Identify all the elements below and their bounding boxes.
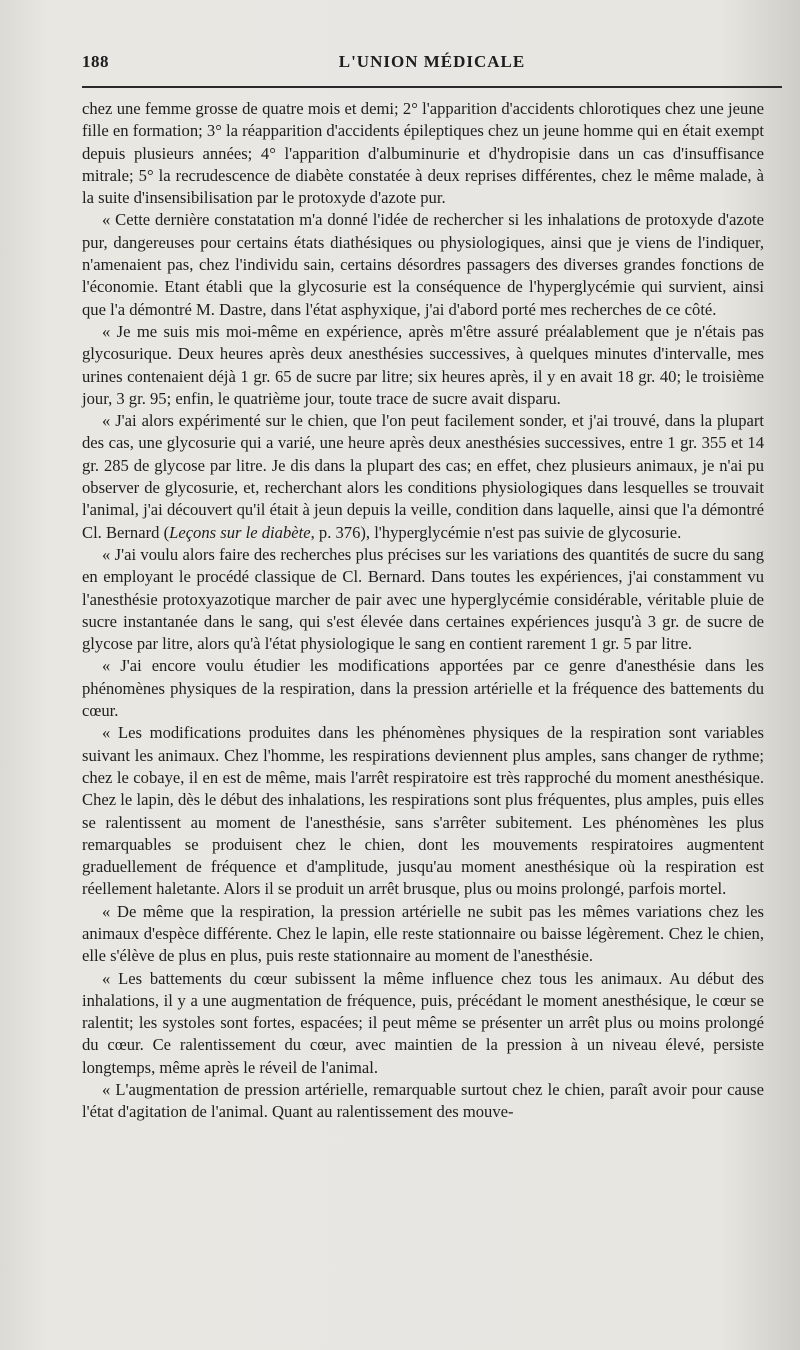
paragraph: « Les modifications produites dans les phénomènes physiques de la respiration sont variables suivant les animaux. Chez l'homme, les respirations deviennent plus amples, sans changer de rythme; chez le cobaye, il en est de même, mais l'arrêt respiratoire est très rapproché du moment anesthésique. Chez le lapin, dès le début des inhalations, les respirations sont plus fréquentes, plus amples, puis elles se ralentissent au moment de l'anesthésie, sans s'arrêter subitement. Les phénomènes les plus remarquables se produisent chez le chien, dont les mouvements respiratoires augmentent graduellement de fréquence et d'amplitude, jusqu'au moment anesthésique où la respiration est réellement haletante. Alors il se produit un arrêt brusque, plus ou moins prolongé, parfois mortel. — [82, 723, 764, 899]
paragraph: chez une femme grosse de quatre mois et demi; 2° l'apparition d'accidents chlorotiques chez une jeune fille en formation; 3° la réapparition d'accidents épileptiques chez un jeune homme qui en était exempt depuis plusieurs années; 4° l'apparition d'albuminurie et d'hydropisie dans un cas d'insuffisance mitrale; 5° la recrudescence de diabète constatée à deux reprises différentes, chez le même malade, à la suite d'insensibilisation par le protoxyde d'azote pur. — [82, 99, 764, 208]
paragraph — [82, 410, 764, 544]
paragraph: « Cette dernière constatation m'a donné l'idée de rechercher si les inhalations de protoxyde d'azote pur, dangereuses pour certains états diathésiques ou physiologiques, ainsi que je viens de l'indiquer, n'amenaient pas, chez l'individu sain, certains désordres passagers des diverses grandes fonctions de l'économie. Etant établi que la glycosurie est la conséquence de l'hyperglycémie qui survient, ainsi que l'a démontré M. Dastre, dans l'état asphyxique, j'ai d'abord porté mes recherches de ce côté. — [82, 210, 764, 319]
running-header — [82, 50, 782, 80]
paragraph: « Les battements du cœur subissent la même influence chez tous les animaux. Au début des inhalations, il y a une augmentation de fréquence, puis, précédant le moment anesthésique, le cœur se ralentit; les systoles sont fortes, espacées; il peut même se présenter un arrêt plus ou moins prolongé du cœur. Ce ralentissement du cœur, avec maintien de la pression à un niveau élevé, persiste longtemps, même après le réveil de l'animal. — [82, 968, 764, 1077]
paragraph-text: , p. 376), l'hyperglycémie n'est pas suivie de glycosurie. — [310, 522, 682, 542]
page-number: 188 — [82, 52, 109, 71]
paragraph: « J'ai encore voulu étudier les modifications apportées par ce genre d'anesthésie dans les phénomènes physiques de la respiration, dans la pression artérielle et la fréquence des battements du cœur. — [82, 656, 764, 721]
article-body — [82, 98, 764, 1124]
paragraph: « L'augmentation de pression artérielle, remarquable surtout chez le chien, paraît avoir pour cause l'état d'agitation de l'animal. Quant au ralentissement des mouve- — [82, 1080, 764, 1122]
paragraph: « De même que la respiration, la pression artérielle ne subit pas les mêmes variations chez les animaux d'espèce différente. Chez le lapin, elle reste stationnaire ou baisse légèrement. Chez le chien, elle s'élève de plus en plus, puis reste stationnaire au moment de l'anesthésie. — [82, 901, 764, 966]
paragraph: « Je me suis mis moi-même en expérience, après m'être assuré préalablement que je n'étais pas glycosurique. Deux heures après deux anesthésies successives, à quelques minutes d'intervalle, mes urines contenaient déjà 1 gr. 65 de sucre par litre; six heures après, il y en avait 18 gr. 40; le troisième jour, 3 gr. 95; enfin, le quatrième jour, toute trace de sucre avait disparu. — [82, 321, 764, 408]
journal-title: L'UNION MÉDICALE — [338, 52, 526, 71]
header-rule — [82, 86, 782, 88]
paragraph-text: « J'ai alors expérimenté sur le chien, que l'on peut facilement sonder, et j'ai trouvé, dans la plupart des cas, une glycosurie qui a varié, une heure après deux anesthésies successives, entre 1 gr. 355 et 14 gr. 285 de glycose par litre. Je dis dans la plupart des cas; en effet, chez plusieurs animaux, je n'ai pu observer de glycosurie, et, recherchant alors les conditions physiologiques dans lesquelles se trouvait l'animal, j'ai découvert qu'il était à jeun depuis la veille, condition dans laquelle, ainsi que l'a démontré Cl. Bernard ( — [82, 411, 764, 542]
citation-title: Leçons sur le diabète — [169, 522, 311, 542]
paragraph: « J'ai voulu alors faire des recherches plus précises sur les variations des quantités de sucre du sang en employant le procédé classique de Cl. Bernard. Dans toutes les expériences, j'ai constamment vu l'anesthésie protoxyazotique marcher de pair avec une hyperglycémie considérable, véritable pluie de sucre instantanée dans le sang, qui s'est élevée dans certaines expériences jusqu'à 3 gr. de sucre de glycose par litre, alors qu'à l'état physiologique le sang en contient rarement 1 gr. 5 par litre. — [82, 544, 764, 654]
